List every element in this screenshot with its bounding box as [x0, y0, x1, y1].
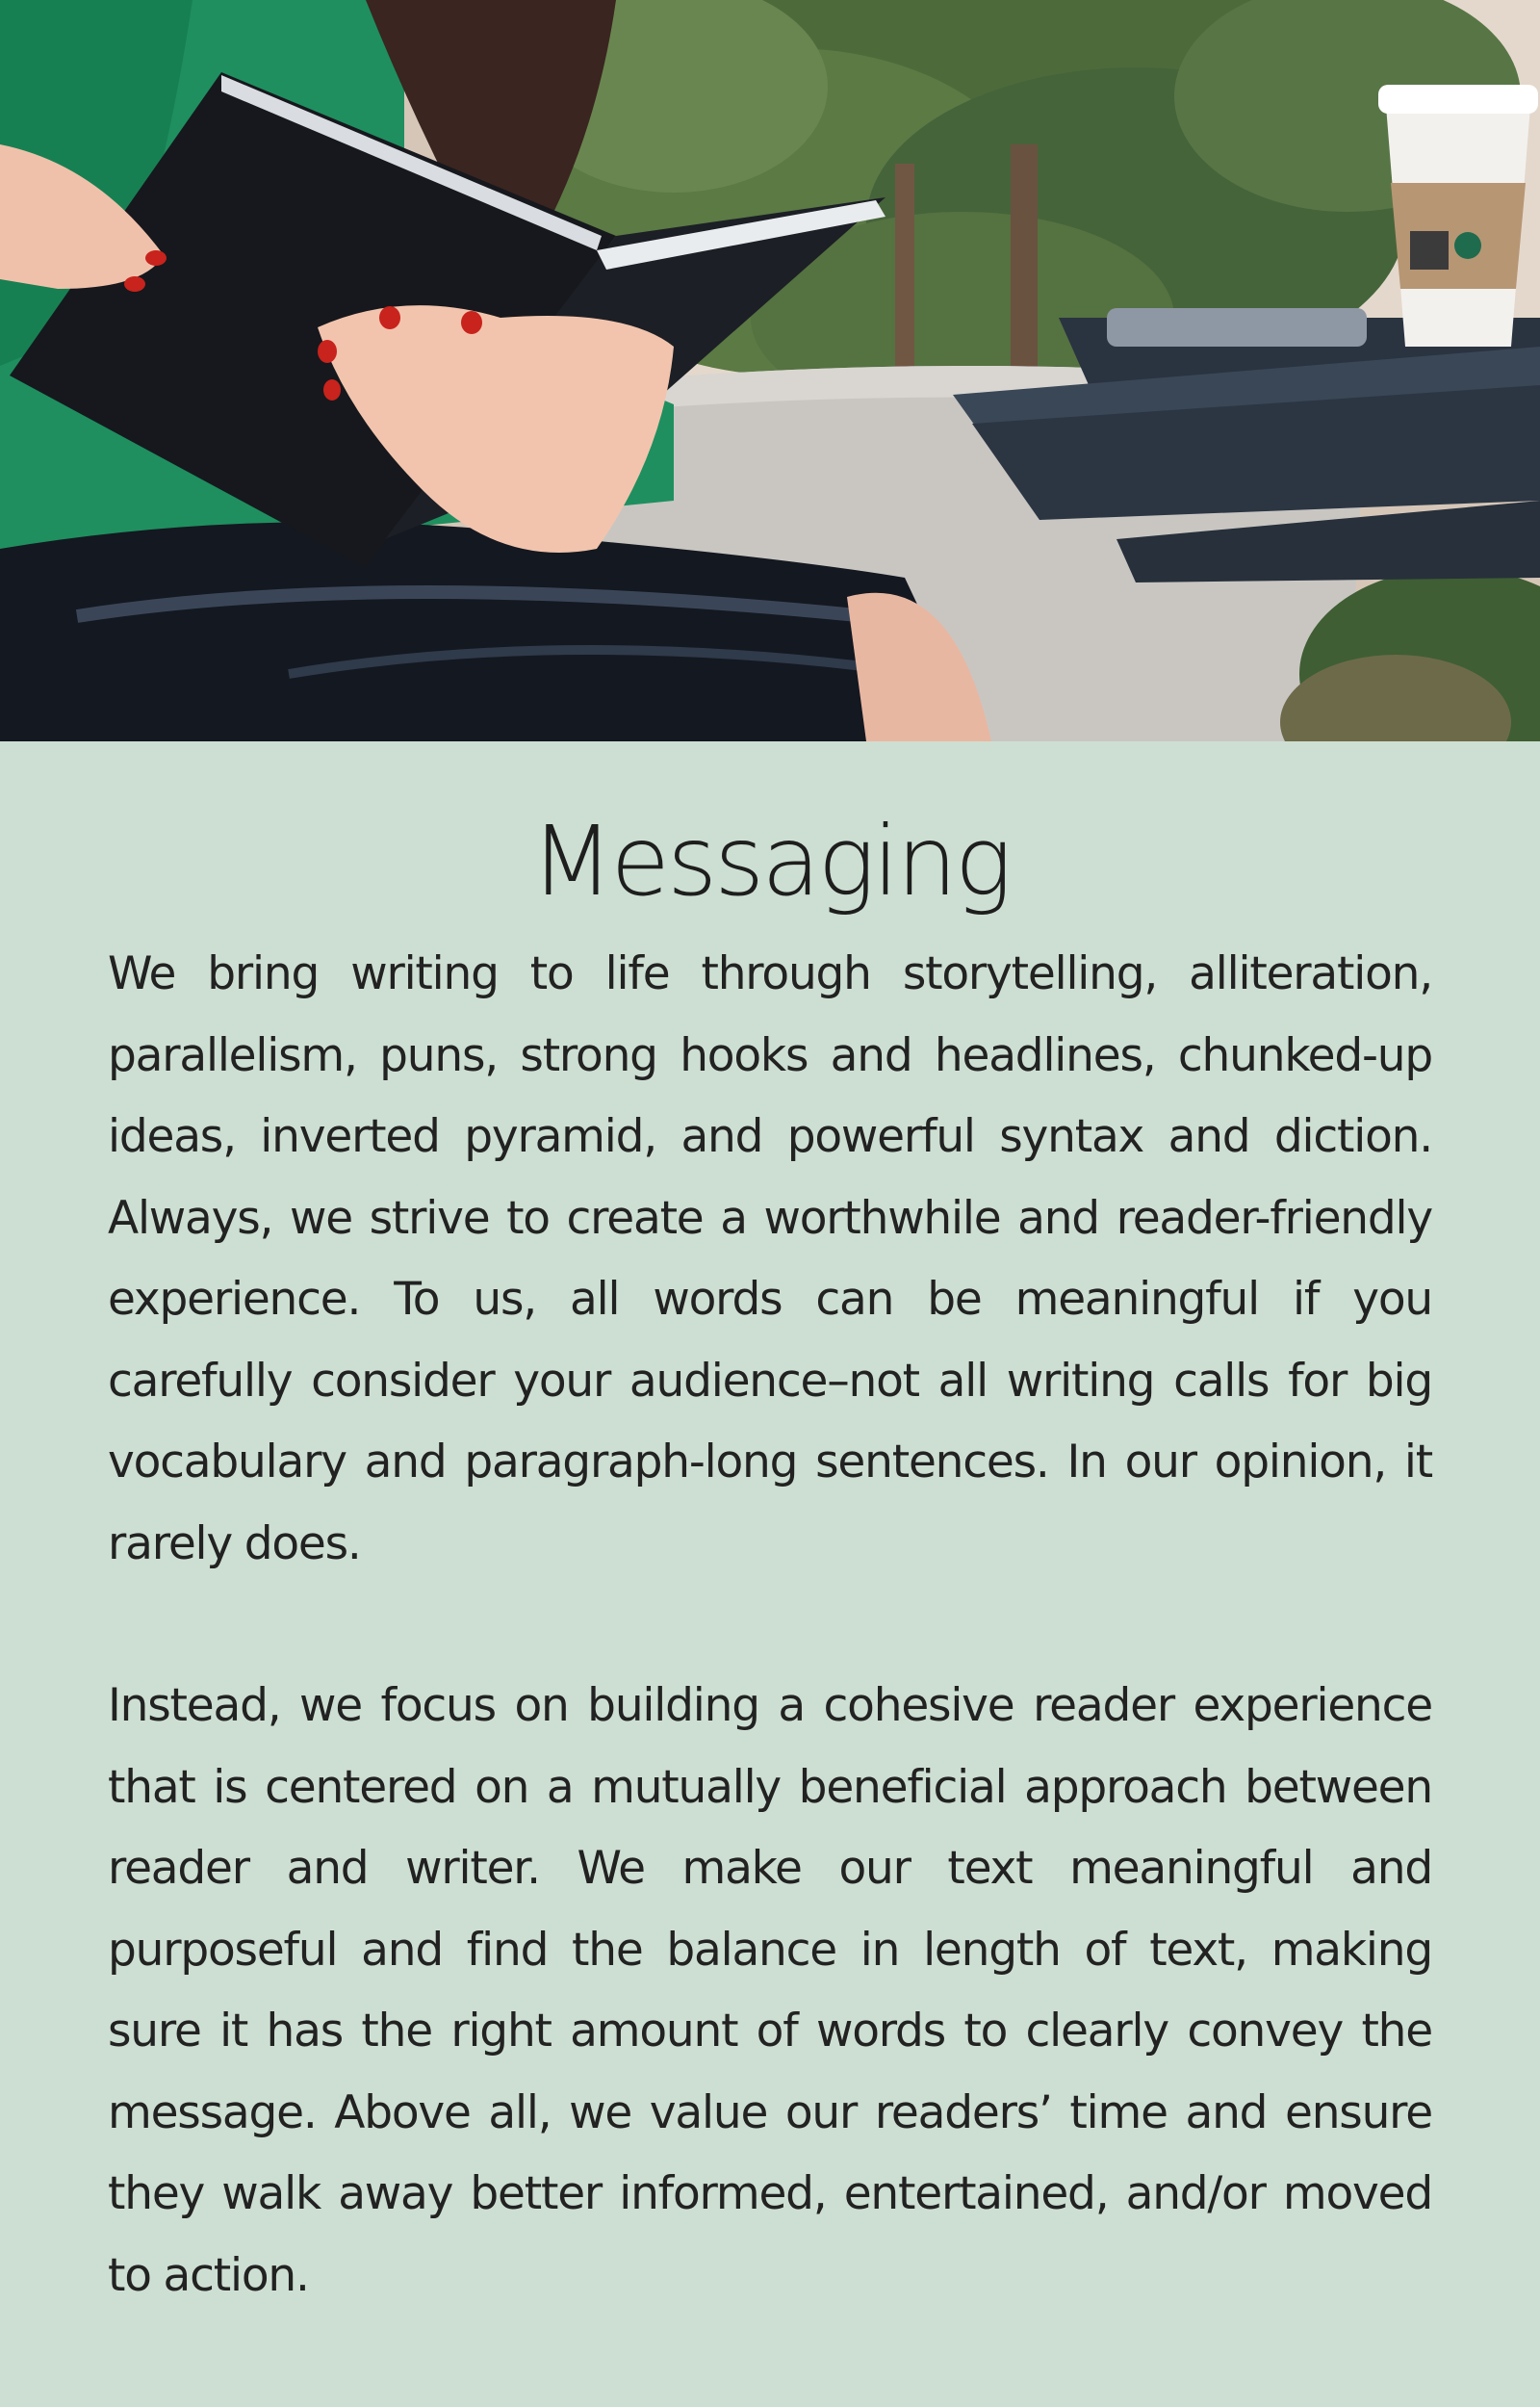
photo-icon: [0, 0, 1540, 741]
coffee-cup: [1378, 85, 1538, 347]
paragraph-1: We bring writing to life through storytelling, alliteration, parallelism, puns, strong hooks and headlines, chunked-up ideas, inverted pyramid, and powerful syntax and diction. Always, we strive to create a worthwhile and reader-friendly experience. To us, all words can be meaningful if you carefully consider your audience–not all writing calls for big vocabulary and paragraph-long sentences. In our opinion, it rarely does.: [108, 947, 1432, 1570]
section-title: Messaging: [530, 805, 1010, 918]
messaging-section: [108, 741, 1432, 2316]
paragraph-2: Instead, we focus on building a cohesive reader experience that is centered on a mutually beneficial approach between reader and writer. We make our text meaningful and purposeful and find the balance in length of text, making sure it has the right amount of words to clearly convey the message. Above all, we value our readers’ time and ensure they walk away better informed, entertained, and/or moved to action.: [108, 1679, 1432, 2302]
hero-photo: [0, 0, 1540, 741]
